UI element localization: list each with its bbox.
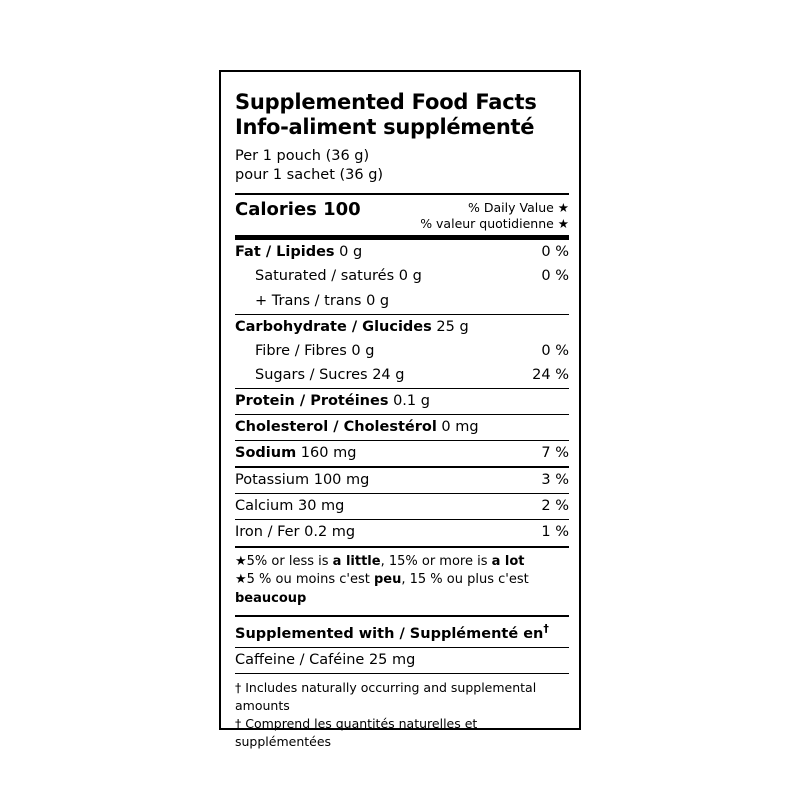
nutrient-dv: 1 % — [541, 524, 569, 541]
table-row — [235, 290, 569, 314]
daily-value-footnote-en: ★5% or less is a little, 15% or more is a lot — [235, 553, 525, 569]
nutrient-name: Iron / Fer 0.2 mg — [235, 524, 356, 541]
nutrient-name: Sugars / Sucres 24 g — [255, 366, 405, 383]
nutrient-dv: 0 % — [541, 244, 569, 261]
daily-value-header-en: % Daily Value ★ — [468, 199, 569, 215]
nutrient-dv: 0 % — [541, 268, 569, 285]
nutrient-amount: 0 g — [334, 244, 363, 261]
nutrient-name: Fibre / Fibres 0 g — [255, 342, 375, 359]
serving-size — [235, 147, 569, 185]
table-row — [235, 389, 569, 414]
dagger-footnote — [235, 674, 569, 752]
dagger-icon: † — [543, 622, 549, 636]
daily-value-header — [420, 199, 569, 233]
nutrient-amount: 0.1 g — [388, 392, 430, 409]
nutrient-dv: 7 % — [541, 445, 569, 462]
label-title-en: Supplemented Food Facts — [235, 90, 537, 114]
nutrient-name: Saturated / saturés 0 g — [255, 268, 422, 285]
table-row — [235, 494, 569, 519]
nutrient-amount: 25 g — [431, 318, 469, 335]
nutrient-name: Carbohydrate / Glucides — [235, 318, 432, 335]
daily-value-header-fr: % valeur quotidienne ★ — [420, 216, 569, 232]
nutrient-name: + Trans / trans 0 g — [255, 292, 390, 309]
dagger-footnote-fr: † Comprend les quantités naturelles et supplémentées — [235, 716, 478, 750]
nutrient-name: Fat / Lipides — [235, 244, 335, 261]
table-row — [235, 520, 569, 545]
daily-value-footnote-fr: ★5 % ou moins c'est peu, 15 % ou plus c'est beaucoup — [235, 572, 529, 607]
table-row — [235, 468, 569, 493]
table-row — [235, 415, 569, 440]
table-row — [235, 364, 569, 388]
nutrient-amount: 160 mg — [296, 445, 357, 462]
calories-label: Calories 100 — [235, 198, 361, 220]
star-icon: ★ — [235, 572, 247, 588]
label-content — [235, 90, 569, 751]
nutrient-dv: 2 % — [541, 498, 569, 515]
calories-row — [235, 195, 569, 236]
supplemented-food-facts-panel — [219, 70, 581, 750]
nutrient-name: Sodium — [235, 445, 297, 462]
table-row — [235, 265, 569, 289]
table-row — [235, 340, 569, 364]
nutrient-name: Protein / Protéines — [235, 392, 389, 409]
nutrient-name: Cholesterol / Cholestérol — [235, 419, 437, 436]
nutrient-name: Potassium 100 mg — [235, 472, 370, 489]
serving-size-en: Per 1 pouch (36 g) — [235, 147, 370, 164]
nutrient-dv: 3 % — [541, 472, 569, 489]
nutrient-dv: 0 % — [541, 342, 569, 359]
label-title-fr: Info-aliment supplémenté — [235, 114, 535, 139]
table-row — [235, 441, 569, 466]
table-row — [235, 240, 569, 265]
dagger-footnote-en: † Includes naturally occurring and supplemental amounts — [235, 679, 537, 714]
nutrient-amount: 0 mg — [436, 419, 479, 436]
supplement-item: Caffeine / Caféine 25 mg — [235, 651, 416, 668]
table-row — [235, 315, 569, 340]
nutrient-name: Calcium 30 mg — [235, 498, 345, 515]
nutrient-dv: 24 % — [532, 366, 569, 383]
serving-size-fr: pour 1 sachet (36 g) — [235, 166, 384, 183]
star-icon: ★ — [235, 553, 247, 569]
supplemented-with-heading: Supplemented with / Supplémenté en† — [235, 622, 549, 642]
daily-value-footnote — [235, 548, 569, 616]
